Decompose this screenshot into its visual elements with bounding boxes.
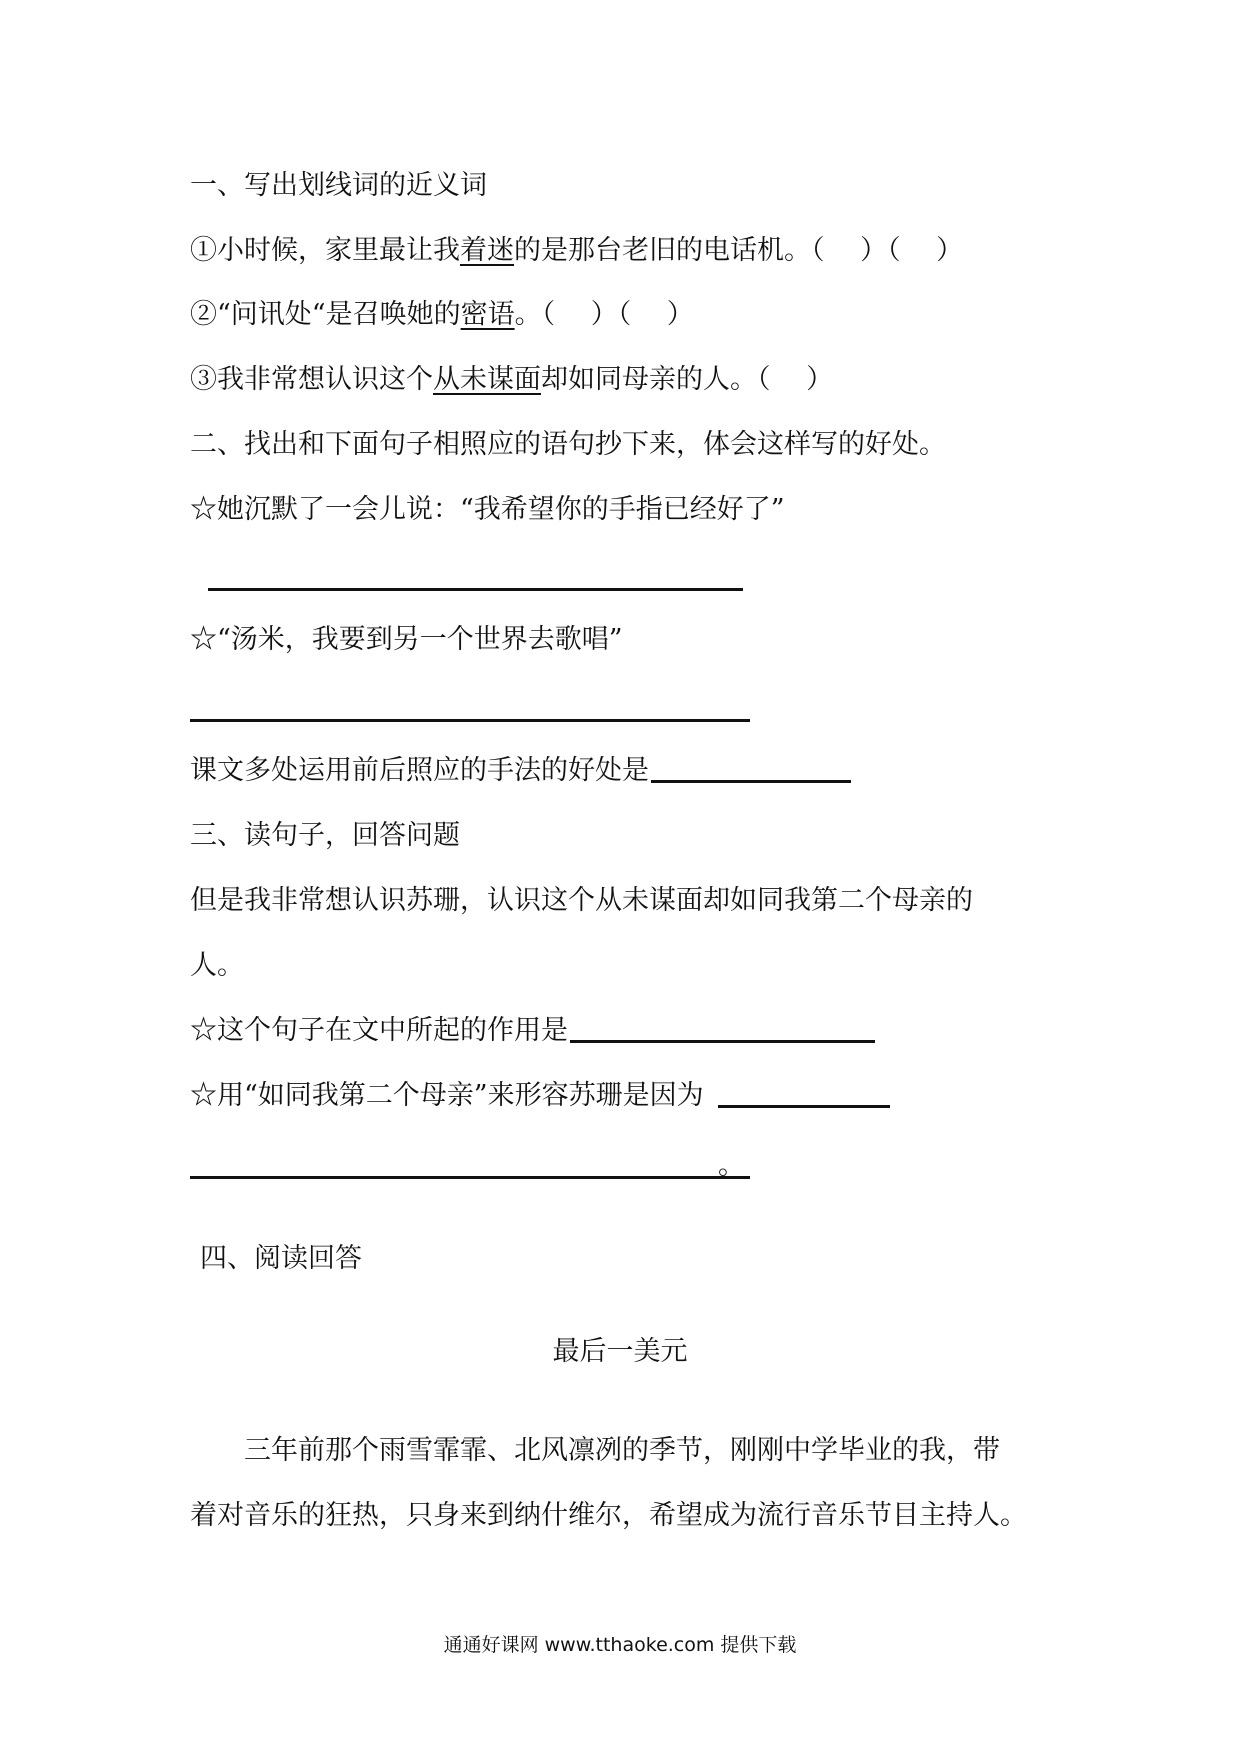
underlined-word: 密语 [460,299,515,330]
section4-heading: 四、阅读回答 [200,1243,362,1274]
question-1-2 [190,301,694,328]
answer-line [718,1105,890,1108]
question-text: ①小时候，家里最让我 [190,235,460,266]
underlined-word: 从未谋面 [433,364,541,395]
section2-heading: 二、找出和下面句子相照应的语句抄下来，体会这样写的好处。 [190,429,946,460]
article-paragraph-line-2: 着对音乐的狂热，只身来到纳什维尔，希望成为流行音乐节目主持人。 [190,1500,1027,1531]
section2-benefit [190,757,851,784]
underlined-word: 着迷 [460,235,514,266]
question-text: ③我非常想认识这个 [190,364,433,395]
question-text: ☆用“如同我第二个母亲”来形容苏珊是因为 [190,1080,704,1111]
question-text: ②“问讯处“是召唤她的 [190,299,461,330]
section3-sentence-line-1: 但是我非常想认识苏珊，认识这个从未谋面却如同我第二个母亲的 [190,885,973,916]
section2-item-2: ☆“汤米，我要到另一个世界去歌唱” [190,624,623,655]
article-title: 最后一美元 [552,1336,688,1367]
question-text: 却如同母亲的人。（ ） [541,364,834,395]
question-text: 。（ ）（ ） [514,299,694,330]
answer-line [190,1176,750,1179]
question-text: ☆这个句子在文中所起的作用是 [190,1015,568,1046]
section2-item-1: ☆她沉默了一会儿说：“我希望你的手指已经好了” [190,494,785,525]
question-text: 的是那台老旧的电话机。（ ）（ ） [514,235,964,266]
question-text: 课文多处运用前后照应的手法的好处是 [190,755,649,786]
answer-line [190,719,750,722]
section3-heading: 三、读句子，回答问题 [190,820,460,851]
answer-line [570,1040,875,1043]
section3-question-2 [190,1082,890,1109]
answer-line [208,588,743,591]
question-1-3 [190,366,833,393]
article-paragraph-line-1: 三年前那个雨雪霏霏、北风凛冽的季节，刚刚中学毕业的我，带 [244,1435,1000,1466]
section1-heading: 一、写出划线词的近义词 [190,170,487,201]
question-1-1 [190,237,963,264]
section3-question-1 [190,1017,875,1044]
footer-watermark: 通通好课网 www.tthaoke.com 提供下载 [443,1634,797,1656]
answer-line [651,780,851,783]
end-mark: 。 [718,1150,745,1181]
section3-sentence-line-2: 人。 [190,950,244,981]
